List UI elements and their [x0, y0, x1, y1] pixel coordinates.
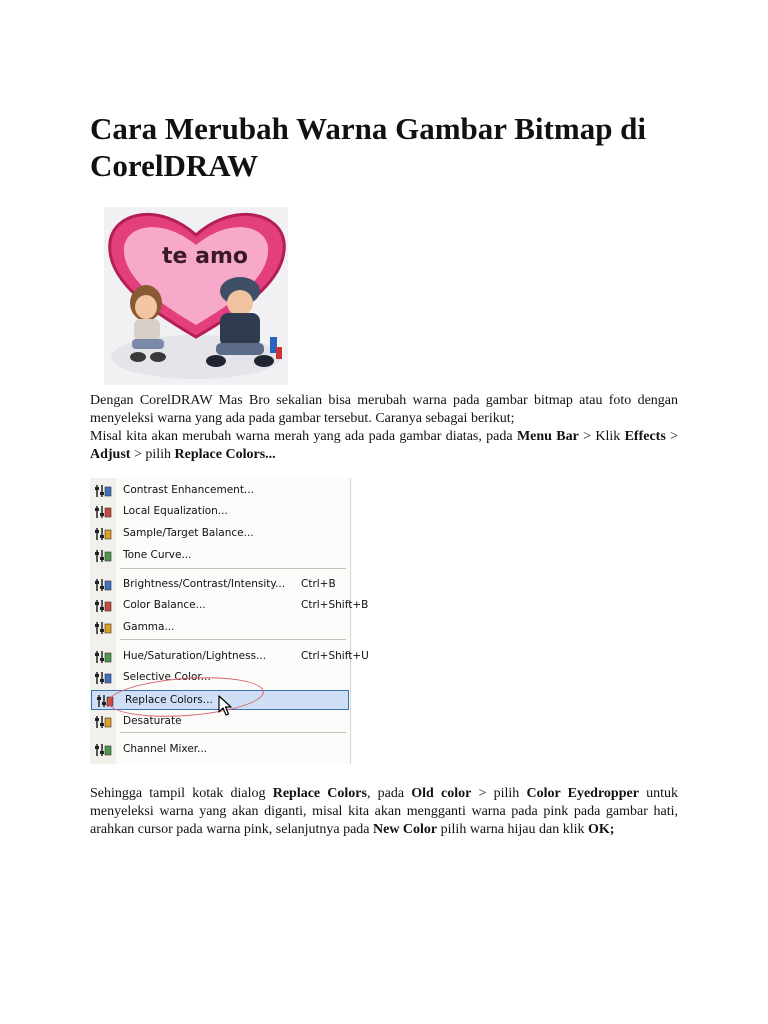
menu-item-label: Hue/Saturation/Lightness... — [123, 650, 267, 662]
text-run: > — [665, 429, 678, 444]
menu-item-sample-target-balance[interactable] — [90, 524, 348, 544]
bold-menu-bar: Menu Bar — [516, 429, 579, 444]
menu-instruction-paragraph — [90, 428, 678, 464]
menu-item-label: Contrast Enhancement... — [123, 484, 254, 496]
mouse-cursor-icon — [218, 695, 232, 717]
heart-illustration-svg — [104, 207, 288, 385]
menu-item-label: Replace Colors... — [125, 694, 213, 706]
bold-effects: Effects — [624, 429, 666, 444]
adjust-sliders-icon — [94, 713, 112, 731]
text-run: > Klik — [578, 429, 625, 444]
menu-separator — [120, 639, 346, 640]
text-run: > pilih — [130, 447, 175, 462]
menu-item-gamma[interactable] — [90, 618, 348, 638]
menu-item-brightness-contrast-intensity[interactable] — [90, 575, 348, 595]
menu-item-shortcut: Ctrl+Shift+U — [301, 650, 369, 662]
bold-replace-colors-dialog: Replace Colors — [272, 786, 367, 801]
menu-item-local-equalization[interactable] — [90, 502, 348, 522]
bold-color-eyedropper: Color Eyedropper — [526, 786, 639, 801]
bold-old-color: Old color — [411, 786, 472, 801]
intro-text: Dengan CorelDRAW Mas Bro sekalian bisa merubah warna pada gambar bitmap atau foto dengan menyeleksi warna yang ada pada gambar tersebut. Caranya sebagai berikut; — [90, 393, 678, 426]
menu-item-shortcut: Ctrl+Shift+B — [301, 599, 369, 611]
adjust-sliders-icon — [94, 648, 112, 666]
page-title: Cara Merubah Warna Gambar Bitmap di CorelDRAW — [90, 111, 647, 183]
menu-separator — [120, 732, 346, 733]
menu-item-channel-mixer[interactable] — [90, 740, 348, 760]
menu-separator — [120, 568, 346, 569]
dialog-instruction-paragraph — [90, 785, 678, 839]
menu-items — [90, 478, 369, 764]
heart-text: te amo — [162, 244, 248, 269]
adjust-sliders-icon — [94, 619, 112, 637]
menu-item-label: Channel Mixer... — [123, 743, 208, 755]
text-run: Misal kita akan merubah warna merah yang ada pada gambar diatas, pada — [90, 429, 517, 444]
text-run: pilih warna hijau dan klik — [437, 822, 589, 837]
text-run: > pilih — [471, 786, 527, 801]
text-run: Sehingga tampil kotak dialog — [90, 786, 273, 801]
text-run: , pada — [366, 786, 412, 801]
menu-item-label: Tone Curve... — [123, 549, 192, 561]
adjust-sliders-icon — [94, 597, 112, 615]
menu-item-tone-curve[interactable] — [90, 546, 348, 566]
menu-item-label: Sample/Target Balance... — [123, 527, 254, 539]
adjust-sliders-icon — [94, 525, 112, 543]
menu-item-color-balance[interactable] — [90, 596, 369, 616]
adjust-submenu — [90, 478, 369, 764]
menu-item-label: Desaturate — [123, 715, 182, 727]
menu-item-shortcut: Ctrl+B — [301, 578, 336, 590]
adjust-sliders-icon — [94, 669, 112, 687]
adjust-sliders-icon — [94, 741, 112, 759]
intro-paragraph — [90, 392, 678, 428]
menu-item-label: Local Equalization... — [123, 505, 228, 517]
adjust-sliders-icon — [94, 503, 112, 521]
heart-kids-illustration — [104, 207, 288, 385]
text-run: untuk menyeleksi warna yang akan diganti, misal kita akan mengganti warna pada pink pada gambar hati, arahkan cursor pada warna pink, selanjutnya pada — [90, 786, 678, 837]
bold-adjust: Adjust — [90, 447, 131, 462]
adjust-sliders-icon — [94, 482, 112, 500]
menu-item-contrast-enhancement[interactable] — [90, 481, 348, 501]
menu-item-hue-saturation-lightness[interactable] — [90, 647, 369, 667]
adjust-sliders-icon — [94, 576, 112, 594]
menu-item-label: Gamma... — [123, 621, 175, 633]
adjust-sliders-icon — [94, 547, 112, 565]
bold-new-color: New Color — [373, 822, 438, 837]
menu-item-label: Selective Color... — [123, 671, 211, 683]
menu-item-label: Color Balance... — [123, 599, 206, 611]
menu-item-label: Brightness/Contrast/Intensity... — [123, 578, 286, 590]
bold-ok: OK; — [588, 822, 615, 837]
bold-replace-colors: Replace Colors... — [174, 447, 276, 462]
